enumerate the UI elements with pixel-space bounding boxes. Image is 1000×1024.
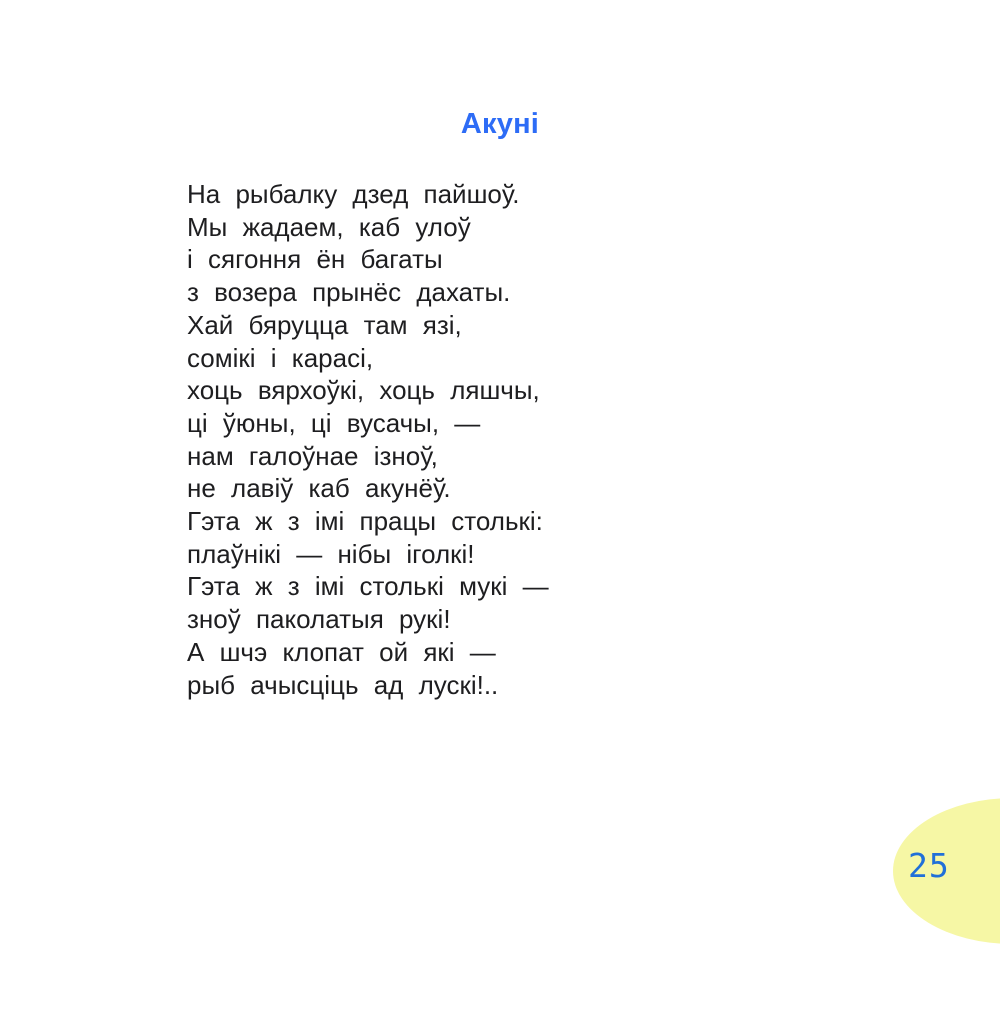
poem-line: і сягоння ён багаты <box>187 244 443 275</box>
poem-line: хоць вярхоўкі, хоць ляшчы, <box>187 375 540 406</box>
poem-line: нам галоўнае ізноў, <box>187 440 438 471</box>
poem-line: плаўнікі — нібы іголкі! <box>187 538 475 569</box>
poem-line: з возера прынёс дахаты. <box>187 277 511 308</box>
poem-line: рыб ачысціць ад лускі!.. <box>187 669 499 700</box>
poem-line: Мы жадаем, каб улоў <box>187 211 471 242</box>
poem-line: не лавіў каб акунёў. <box>187 473 451 504</box>
poem-title: Акуні <box>460 108 540 140</box>
poem-line: зноў паколатыя рукі! <box>187 604 451 635</box>
page-number: 25 <box>908 846 950 885</box>
poem-line: Хай бяруцца там язі, <box>187 309 462 340</box>
poem-line: Гэта ж з імі столькі мукі — <box>187 571 549 602</box>
page-number-blob <box>893 798 1000 944</box>
poem-line: ці ўюны, ці вусачы, — <box>187 407 481 438</box>
poem-line: На рыбалку дзед пайшоў. <box>187 179 520 209</box>
poem-line: Гэта ж з імі працы столькі: <box>187 506 543 537</box>
poem-body <box>187 178 747 701</box>
poem-line: А шчэ клопат ой які — <box>187 636 496 667</box>
poem-line: сомікі і карасі, <box>187 342 374 373</box>
